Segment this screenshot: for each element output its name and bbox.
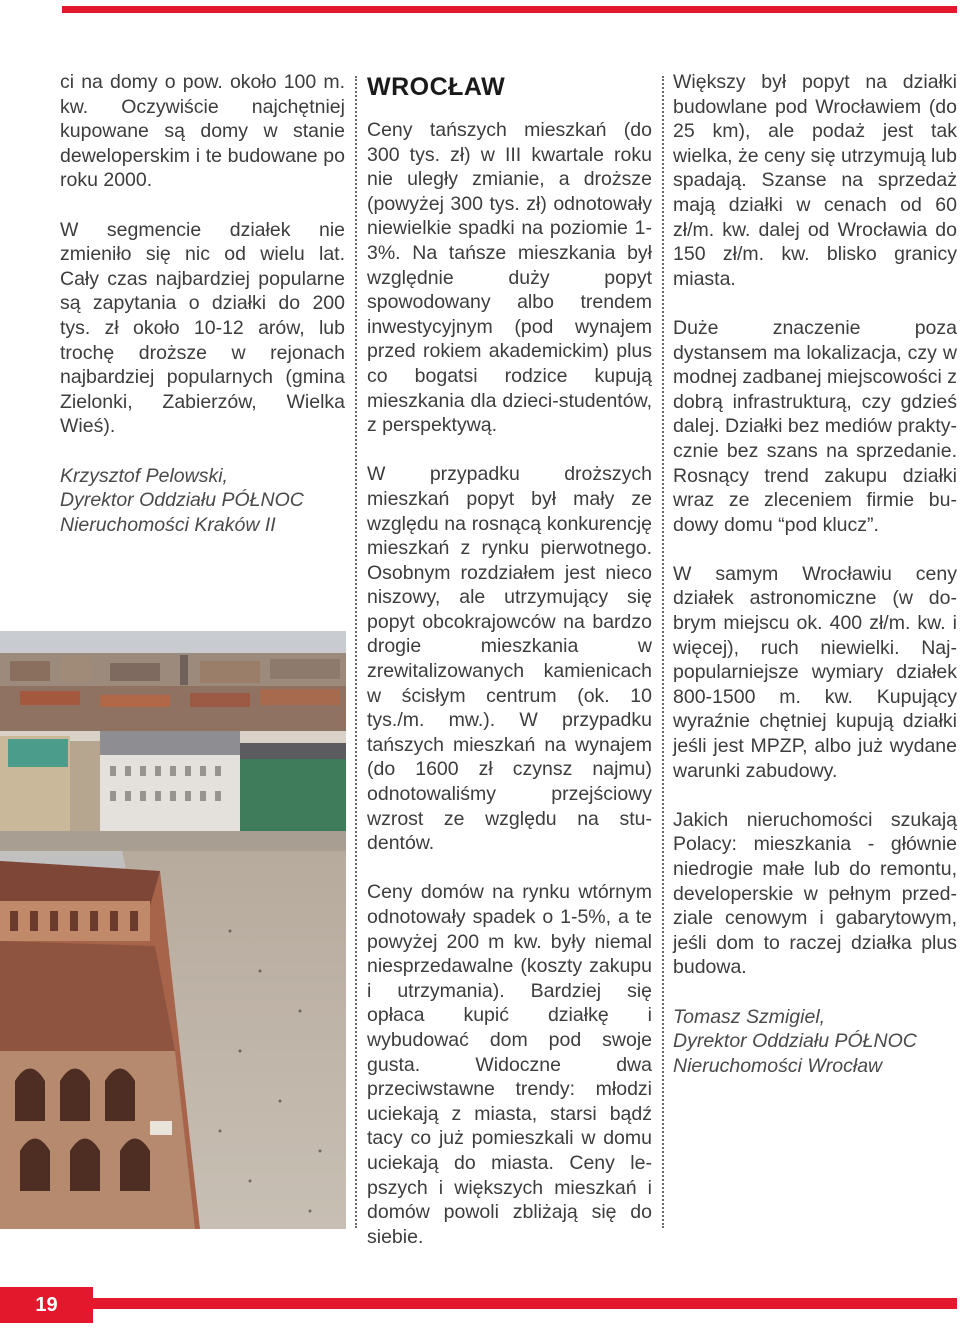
paragraph: Duże znaczenie poza dystansem ma lokalizacja, czy w modnej zadbanej miejscowości z dobrą infrastrukturą, czy gdzieś dalej. Działki bez mediów praktycznie bez szans na sprzedanie. Rosnący trend zakupu działki wraz ze zleceniem firmie budowy domu “pod klucz”.	[673, 316, 957, 536]
page-number: 19	[0, 1287, 93, 1323]
paragraph: Ceny tańszych mieszkań (do 300 tys. zł) w III kwartale roku nie uległy zmianie, a droższe (powyżej 300 tys. zł) odnotowały niewielkie spadki na poziomie 1-3%. Na tańsze mieszkania był względnie duży popyt spowodowany albo trendem inwestycyjnym (pod wynajem przed rokiem akademickim) plus co bogatsi rodzice kupują mieszkania dla dzieci-studentów, z perspektywą.	[367, 119, 652, 437]
market-square-aerial-photo	[0, 631, 346, 1229]
paragraph: W przypadku droższych mieszkań popyt był mały ze względu na rosnącą konkurencję mieszkań z rynku pierwotnego. Osobnym rozdziałem jest nieco niszowy, ale utrzymujący się popyt obcokrajowców na bardzo drogie mieszkania w zrewitalizowanych kamienicach w ścisłym centrum (ok. 10 tys./m. mw.). W przypadku tańszych mieszkań na wynajem (do 1600 zł czynsz najmu) odnotowaliśmy przejściowy wzrost ze względu na studentów.	[367, 463, 652, 855]
author-name: Tomasz Szmigiel,	[673, 1005, 826, 1028]
paragraph: W segmencie działek nie zmieniło się nic od wielu lat. Cały czas najbardziej popularne są zapytania o działki do 200 tys. zł około 10-12 arów, lub trochę droższe w rejonach najbardziej popularnych (gmina Zielonki, Zabierzów, Wielka Wieś).	[60, 218, 345, 438]
paragraph: Jakich nieruchomości szukają Polacy: mieszkania - głównie niedrogie małe lub do remontu, developerskie w pełnym przedziale cenowym i gabarytowym, jeśli dom to raczej działka plus budowa.	[673, 808, 957, 979]
column-left	[60, 70, 345, 562]
author-role: Dyrektor Oddziału PÓŁNOC	[60, 489, 304, 512]
author-company: Nieruchomości Kraków II	[60, 513, 276, 536]
paragraph: W samym Wrocławiu ceny działek astronomiczne (w dobrym miejscu ok. 400 zł/m. kw. i więcej), ruch niewielki. Najpopularniejsze wymiary działek 800-1500 m. kw. Kupujący wyraźnie chętniej kupują działki jeśli jest MPZP, albo już wydane warunki zabudowy.	[673, 562, 957, 782]
author-company: Nieruchomości Wrocław	[673, 1054, 883, 1077]
bottom-accent-bar	[93, 1298, 957, 1309]
column-divider	[355, 76, 357, 1228]
paragraph: Ceny domów na rynku wtórnym odnotowały spadek o 1-5%, a te powyżej 200 m kw. były niemal niesprzedawalne (koszty zakupu i utrzymania). Bardziej się opłaca kupić działkę i wybudować dom pod swoje gusta. Widoczne dwa przeciwstawne trendy: młodzi uciekają z miasta, starsi bądź tacy co już pomieszkali w domu uciekają do miasta. Ceny lepszych i większych mieszkań i domów powoli zbliżają się do siebie.	[367, 881, 652, 1248]
paragraph: Większy był popyt na działki budowlane pod Wrocławiem (do 25 km), ale podaż jest tak wielka, że ceny się utrzymują lub spadają. Szanse na sprzedaż mają działki w cenach od 60 zł/m. kw. dalej od Wrocławia do 150 zł/m. kw. blisko granicy miasta.	[673, 71, 957, 290]
author-signature	[60, 464, 345, 538]
author-signature	[673, 1005, 957, 1079]
top-accent-bar	[62, 6, 957, 13]
column-right	[673, 70, 957, 1103]
column-middle	[367, 70, 652, 1274]
section-heading: WROCŁAW	[367, 73, 506, 101]
author-name: Krzysztof Pelowski,	[60, 464, 228, 487]
author-role: Dyrektor Oddziału PÓŁNOC	[673, 1030, 917, 1053]
paragraph: ci na domy o pow. około 100 m. kw. Oczywiście najchętniej kupowane są domy w stanie deweloperskim i te budowane po roku 2000.	[60, 71, 345, 192]
column-divider	[662, 76, 664, 1228]
